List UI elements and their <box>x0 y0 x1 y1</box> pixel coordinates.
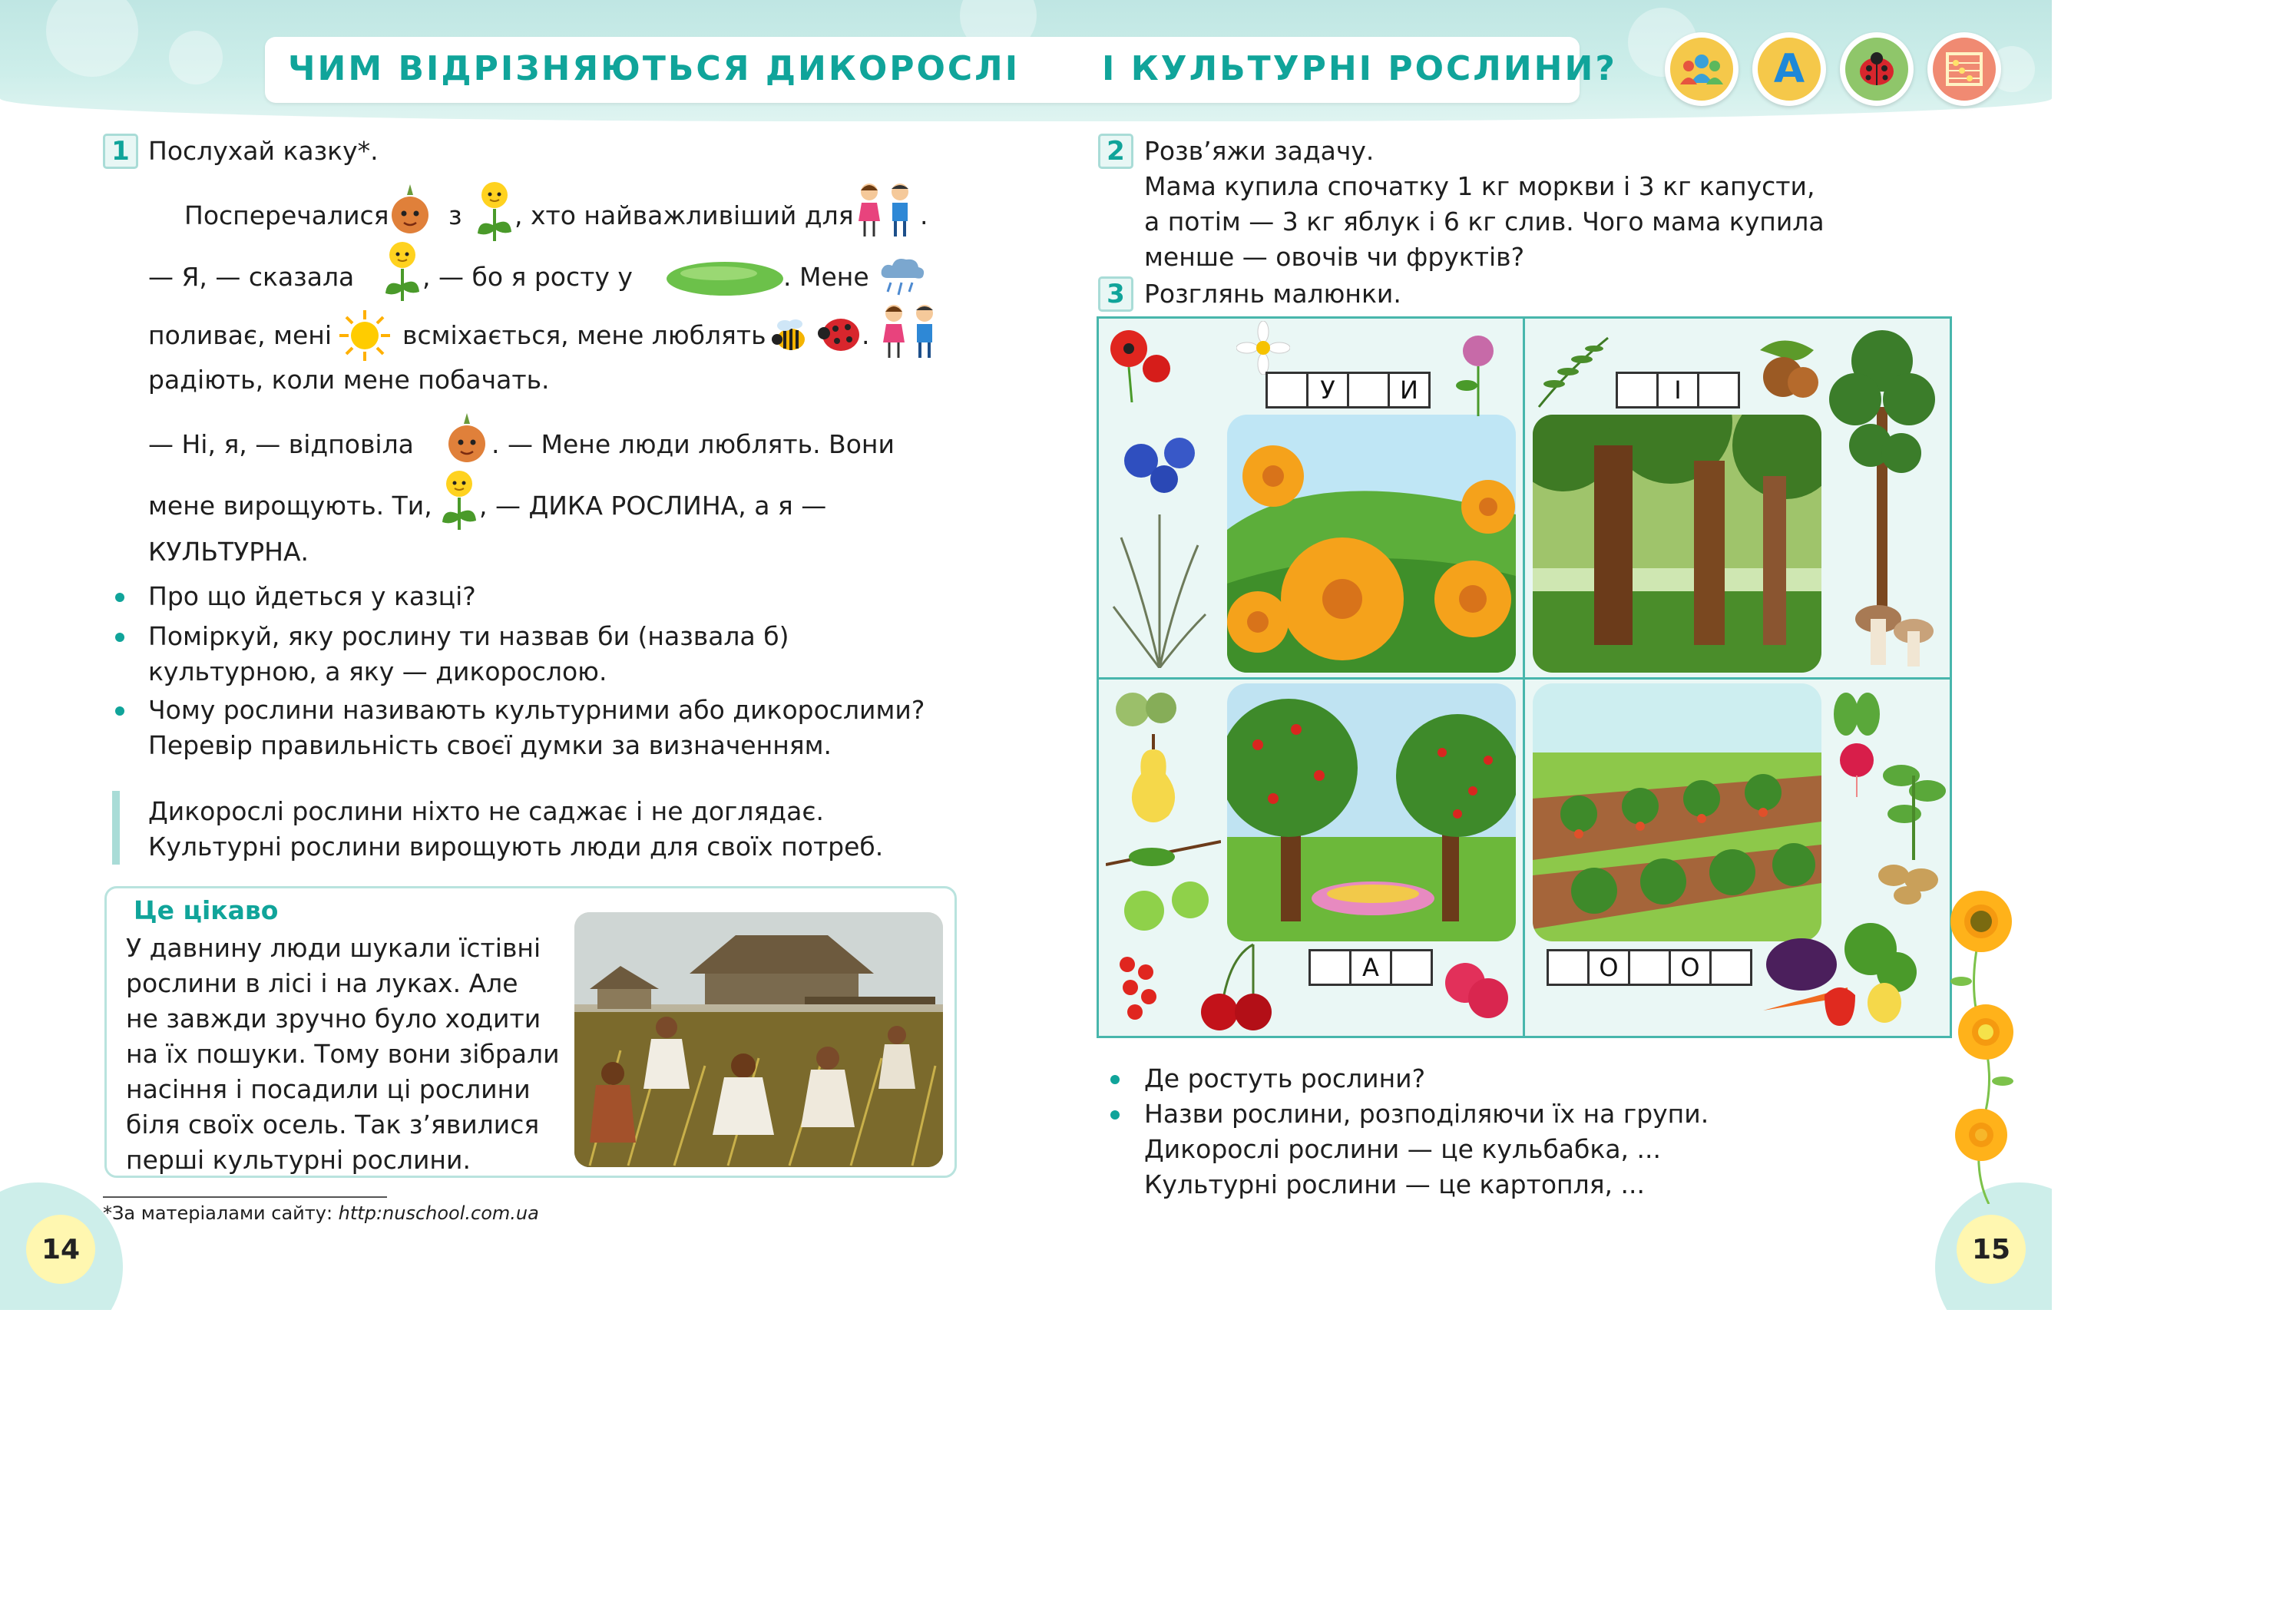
story-text: . Мене <box>783 262 869 292</box>
dandelion-icon <box>473 180 516 244</box>
story-text: всміхається, мене люблять <box>402 320 766 350</box>
title-right: І КУЛЬТУРНІ РОСЛИНИ? <box>1102 49 1617 88</box>
word-puzzle-4 <box>1547 949 1750 986</box>
task2-heading: Розв’яжи задачу. <box>1144 136 1375 166</box>
fact-line: біля своїх осель. Так з’явилися <box>126 1110 540 1139</box>
cornflower-icon <box>1118 430 1210 499</box>
task3-heading: Розглянь малюнки. <box>1144 279 1401 309</box>
question-text: Про що йдеться у казці? <box>148 581 476 611</box>
page-number-left: 14 <box>26 1215 95 1284</box>
story-text: . — Мене люди люблять. Вони <box>491 429 895 459</box>
vegetables-basket-icon <box>1755 911 1924 1034</box>
task2-line: менше — овочів чи фруктів? <box>1144 242 1525 272</box>
gooseberry-icon <box>1113 685 1183 731</box>
ladybug-icon <box>1840 32 1914 106</box>
fern-icon <box>1531 330 1616 415</box>
story-text: Посперечалися <box>184 200 389 230</box>
onion-icon <box>389 181 432 236</box>
fact-title: Це цікаво <box>134 895 279 925</box>
letter-a-glyph: A <box>1773 46 1805 92</box>
flower-vine-icon <box>1935 881 2027 1204</box>
question-text: Де ростуть рослини? <box>1144 1063 1426 1093</box>
story-text: , — ДИКА РОСЛИНА, а я — <box>479 491 827 521</box>
letter-cell[interactable] <box>1697 372 1740 408</box>
task-number-2: 2 <box>1098 134 1133 169</box>
definition-text: Дикорослі рослини ніхто не саджає і не доглядає. <box>148 796 824 826</box>
bullet <box>115 706 124 716</box>
letter-cell[interactable]: У <box>1306 372 1349 408</box>
letter-cell[interactable] <box>1347 372 1390 408</box>
pear-icon <box>1123 734 1184 826</box>
task2-line: а потім — 3 кг яблук і 6 кг слив. Чого мама купила <box>1144 207 1825 236</box>
question-text: Поміркуй, яку рослину ти назвав би (назвала б) <box>148 621 789 651</box>
hazelnut-icon <box>1752 335 1821 404</box>
vegetable-garden-scene <box>1533 683 1821 941</box>
story-text: — Я, — сказала <box>148 262 355 292</box>
letter-cell[interactable]: И <box>1388 372 1431 408</box>
page-number-right: 15 <box>1957 1215 2026 1284</box>
fact-line: насіння і посадили ці рослини <box>126 1074 531 1104</box>
task-number-3: 3 <box>1098 276 1133 312</box>
abacus-icon <box>1927 32 2001 106</box>
orchard-scene <box>1227 683 1516 941</box>
bullet <box>1110 1110 1120 1120</box>
ladybug-icon <box>817 313 862 353</box>
daisy-icon <box>1236 321 1290 375</box>
question-text: Чому рослини називають культурними або дикорослими? <box>148 695 925 725</box>
fact-line: У давнину люди шукали їстівні <box>126 933 541 963</box>
grass-icon <box>1106 507 1213 668</box>
letter-cell[interactable] <box>1390 949 1433 986</box>
bullet <box>115 593 124 602</box>
raspberry-icon <box>1437 952 1514 1029</box>
story-text: КУЛЬТУРНА. <box>148 537 309 567</box>
fact-line: на їх пошуки. Тому вони зібрали <box>126 1039 560 1069</box>
story-text: радіють, коли мене побачать. <box>148 365 550 395</box>
word-puzzle-3 <box>1308 949 1431 986</box>
task2-line: Мама купила спочатку 1 кг моркви і 3 кг капусти, <box>1144 171 1815 201</box>
title-bar <box>265 37 1617 103</box>
mushroom-icon <box>1852 596 1937 673</box>
story-text: з <box>448 200 462 230</box>
footnote-prefix: *За матеріалами сайту: <box>103 1202 339 1224</box>
letter-cell[interactable] <box>1628 949 1671 986</box>
onion-icon <box>445 410 488 465</box>
letter-a-icon <box>1752 32 1826 106</box>
bullet <box>1110 1075 1120 1084</box>
word-puzzle-2 <box>1616 372 1738 408</box>
meadow-scene <box>1227 415 1516 673</box>
fact-line: перші культурні рослини. <box>126 1145 471 1175</box>
question-text: Назви рослини, розподіляючи їх на групи. <box>1144 1099 1709 1129</box>
pine-tree-icon <box>1825 330 1940 607</box>
question-text: Перевір правильність своєї думки за визначенням. <box>148 730 832 760</box>
poppy-icon <box>1106 326 1175 402</box>
letter-cell[interactable]: А <box>1349 949 1392 986</box>
letter-cell[interactable] <box>1616 372 1659 408</box>
letter-cell[interactable] <box>1547 949 1590 986</box>
cherry-icon <box>1192 941 1276 1034</box>
children-icon <box>852 181 918 240</box>
fact-line: не завжди зручно було ходити <box>126 1004 541 1034</box>
question-text: Дикорослі рослини — це кульбабка, ... <box>1144 1134 1661 1164</box>
dandelion-icon <box>438 468 481 533</box>
letter-cell[interactable] <box>1709 949 1752 986</box>
footnote-divider <box>103 1196 387 1198</box>
redcurrant-icon <box>1112 949 1166 1026</box>
story-text: мене вирощують. Ти, <box>148 491 432 521</box>
clover-icon <box>1451 332 1505 416</box>
group-work-icon <box>1665 32 1739 106</box>
green-apple-icon <box>1106 834 1221 934</box>
letter-cell[interactable] <box>1265 372 1308 408</box>
footnote-url[interactable]: http:nuschool.com.ua <box>338 1202 539 1224</box>
definition-text: Культурні рослини вирощують люди для своїх потреб. <box>148 832 884 862</box>
story-text: поливає, мені <box>148 320 332 350</box>
grid-divider-horizontal <box>1097 677 1952 680</box>
dandelion-icon <box>381 240 424 304</box>
letter-cell[interactable]: О <box>1669 949 1712 986</box>
question-text: Культурні рослини — це картопля, ... <box>1144 1169 1645 1199</box>
title-left: ЧИМ ВІДРІЗНЯЮТЬСЯ ДИКОРОСЛІ <box>288 49 1021 88</box>
bullet <box>115 633 124 642</box>
task-number-1: 1 <box>103 134 138 169</box>
bee-icon <box>768 315 809 356</box>
letter-cell[interactable] <box>1308 949 1351 986</box>
definition-bar <box>112 791 120 865</box>
letter-cell[interactable]: І <box>1656 372 1699 408</box>
fact-line: рослини в лісі і на луках. Але <box>126 968 518 998</box>
story-text: . <box>920 200 928 230</box>
task1-heading: Послухай казку*. <box>148 136 379 166</box>
sun-icon <box>338 309 392 362</box>
word-puzzle-1 <box>1265 372 1428 408</box>
story-text: , — бо я росту у <box>422 262 633 292</box>
story-text: , хто найважливіший для <box>514 200 854 230</box>
footnote <box>103 1202 539 1224</box>
forest-scene <box>1533 415 1821 673</box>
story-text: . <box>862 320 870 350</box>
rain-cloud-icon <box>878 255 926 301</box>
story-text: — Ні, я, — відповіла <box>148 429 414 459</box>
children-icon <box>877 303 943 361</box>
meadow-icon <box>665 260 785 298</box>
ancient-farming-illustration <box>574 912 943 1167</box>
letter-cell[interactable]: О <box>1587 949 1630 986</box>
question-text: культурною, а яку — дикорослою. <box>148 657 607 686</box>
